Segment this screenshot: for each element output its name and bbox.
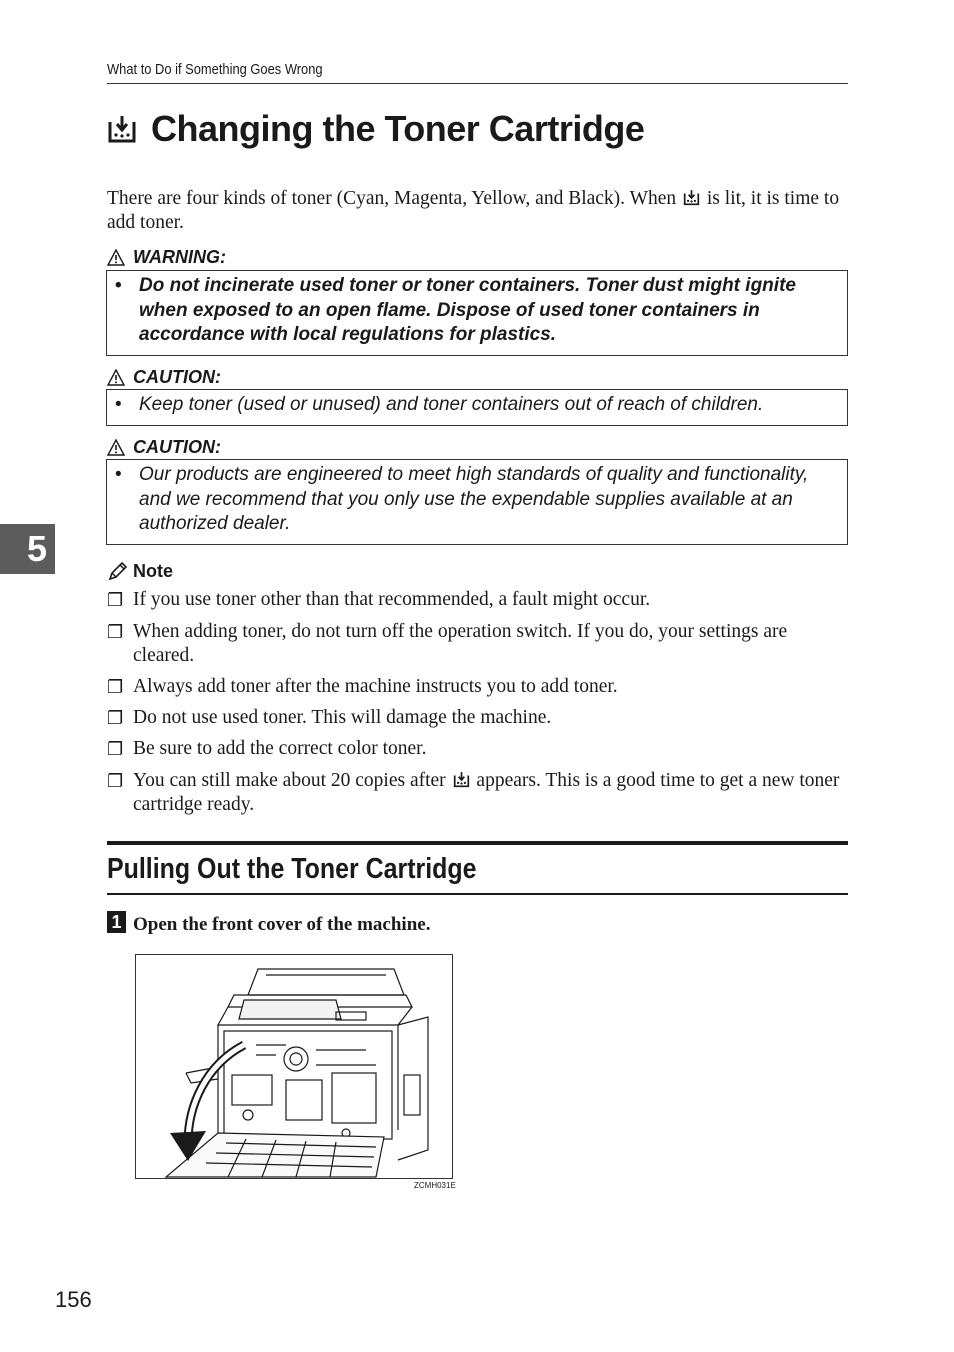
checkbox-icon: ❐: [107, 622, 124, 642]
header-divider: [107, 83, 848, 84]
step-instruction: Open the front cover of the machine.: [133, 914, 431, 935]
note-item: ❐ Be sure to add the correct color toner.: [107, 738, 427, 759]
note-label: Note: [107, 560, 173, 582]
section-divider-bottom: [107, 893, 848, 895]
note-item: ❐ Always add toner after the machine instructs you to add toner.: [107, 676, 618, 697]
copier-front-cover-open-image: [136, 955, 452, 1178]
warning-triangle-icon: [107, 249, 125, 266]
section-divider-top: [107, 841, 848, 845]
intro-paragraph: There are four kinds of toner (Cyan, Magenta, Yellow, and Black). When is lit, it is time to add toner.: [107, 188, 840, 233]
toner-icon: [107, 114, 137, 144]
warning-label: WARNING:: [107, 247, 226, 268]
checkbox-icon: ❐: [107, 677, 124, 697]
caution-box: [106, 459, 848, 545]
figure-code: ZCMH031E: [414, 1181, 456, 1190]
note-item: ❐ If you use toner other than that recommended, a fault might occur.: [107, 589, 651, 610]
caution-triangle-icon: [107, 439, 125, 456]
caution-label: CAUTION:: [107, 367, 221, 388]
note-item: ❐ When adding toner, do not turn off the operation switch. If you do, your settings are cleared.: [107, 621, 788, 666]
running-header: What to Do if Something Goes Wrong: [107, 61, 323, 78]
warning-item: • Do not incinerate used toner or toner containers. Toner dust might ignite when exposed to an open flame. Dispose of used toner containers in accordance with local regulations for plastics.: [115, 275, 796, 345]
section-title: Pulling Out the Toner Cartridge: [107, 853, 477, 885]
toner-indicator-icon: [453, 771, 470, 788]
page-title: [107, 108, 644, 150]
note-item: ❐ Do not use used toner. This will damage the machine.: [107, 707, 552, 728]
chapter-tab: 5: [0, 524, 55, 574]
caution-box: [106, 389, 848, 426]
checkbox-icon: ❐: [107, 708, 124, 728]
caution-label: CAUTION:: [107, 437, 221, 458]
note-item: ❐ You can still make about 20 copies after appears. This is a good time to get a new toner cartridge ready.: [107, 770, 840, 815]
checkbox-icon: ❐: [107, 739, 124, 759]
checkbox-icon: ❐: [107, 771, 124, 791]
caution-triangle-icon: [107, 369, 125, 386]
copier-illustration: [135, 954, 453, 1179]
pencil-icon: [107, 560, 129, 582]
title-text: Changing the Toner Cartridge: [151, 108, 645, 149]
caution-item: • Our products are engineered to meet high standards of quality and functionality, and we recommend that you only use the expendable supplies available at an authorized dealer.: [115, 464, 809, 534]
checkbox-icon: ❐: [107, 590, 124, 610]
step-number: 1: [107, 911, 126, 933]
toner-indicator-icon: [683, 189, 700, 206]
warning-box: [106, 270, 848, 356]
caution-item: • Keep toner (used or unused) and toner containers out of reach of children.: [115, 394, 764, 415]
page-number: 156: [55, 1287, 92, 1312]
